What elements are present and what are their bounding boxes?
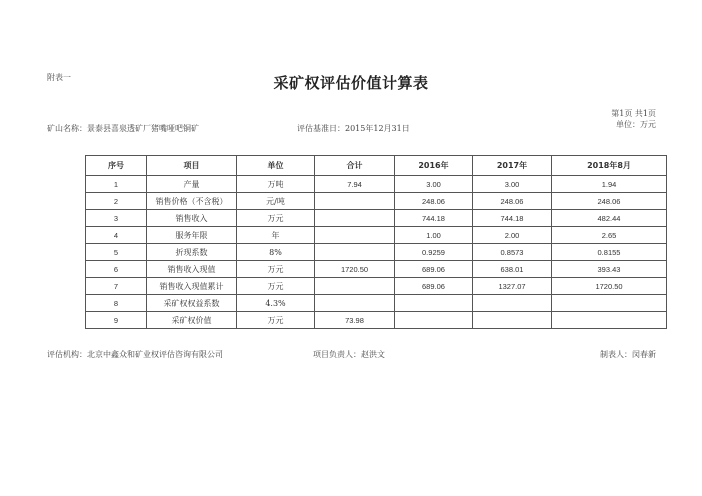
- cell-year-2018: 2.65: [552, 227, 667, 244]
- base-date: 评估基准日：2015年12月31日: [297, 124, 410, 133]
- column-header-unit: 单位: [237, 156, 315, 176]
- cell-unit: 万元: [237, 312, 315, 329]
- cell-unit: 万元: [237, 210, 315, 227]
- table-row: [86, 244, 667, 261]
- cell-total: [315, 210, 395, 227]
- cell-year-2016: [395, 295, 473, 312]
- table-row: [86, 210, 667, 227]
- column-header-index: 序号: [86, 156, 147, 176]
- cell-row-index: 4: [86, 227, 147, 244]
- cell-year-2016: 3.00: [395, 176, 473, 193]
- table-row: [86, 193, 667, 210]
- cell-row-index: 8: [86, 295, 147, 312]
- cell-unit: 4.3%: [237, 295, 315, 312]
- cell-unit: 年: [237, 227, 315, 244]
- cell-unit: 万元: [237, 261, 315, 278]
- cell-item-name: 采矿权价值: [147, 312, 237, 329]
- table-row: [86, 278, 667, 295]
- cell-item-name: 折现系数: [147, 244, 237, 261]
- cell-item-name: 销售价格（不含税）: [147, 193, 237, 210]
- cell-year-2017: [473, 312, 552, 329]
- table-row: [86, 176, 667, 193]
- cell-year-2016: 1.00: [395, 227, 473, 244]
- cell-year-2018: 1720.50: [552, 278, 667, 295]
- cell-year-2018: [552, 295, 667, 312]
- cell-year-2018: [552, 312, 667, 329]
- cell-year-2018: 248.06: [552, 193, 667, 210]
- cell-total: [315, 193, 395, 210]
- table-row: [86, 261, 667, 278]
- cell-total: [315, 244, 395, 261]
- cell-year-2017: 248.06: [473, 193, 552, 210]
- cell-row-index: 2: [86, 193, 147, 210]
- cell-year-2017: 1327.07: [473, 278, 552, 295]
- table-maker: 制表人：闵春新: [600, 350, 656, 359]
- cell-year-2018: 1.94: [552, 176, 667, 193]
- cell-year-2018: 393.43: [552, 261, 667, 278]
- page-info: 第1页 共1页: [611, 109, 656, 118]
- cell-year-2017: [473, 295, 552, 312]
- project-leader: 项目负责人：赵洪文: [313, 350, 385, 359]
- cell-row-index: 1: [86, 176, 147, 193]
- cell-year-2018: 482.44: [552, 210, 667, 227]
- cell-year-2018: 0.8155: [552, 244, 667, 261]
- cell-year-2017: 638.01: [473, 261, 552, 278]
- cell-row-index: 9: [86, 312, 147, 329]
- cell-total: 1720.50: [315, 261, 395, 278]
- table-header-row: [86, 156, 667, 176]
- cell-item-name: 产量: [147, 176, 237, 193]
- cell-item-name: 销售收入现值: [147, 261, 237, 278]
- cell-unit: 万元: [237, 278, 315, 295]
- cell-row-index: 7: [86, 278, 147, 295]
- column-header-2016: 2016年: [395, 156, 473, 176]
- cell-total: 7.94: [315, 176, 395, 193]
- cell-item-name: 销售收入现值累计: [147, 278, 237, 295]
- column-header-2017: 2017年: [473, 156, 552, 176]
- table-row: [86, 312, 667, 329]
- page-title: 采矿权评估价值计算表: [273, 74, 429, 92]
- cell-year-2017: 3.00: [473, 176, 552, 193]
- valuation-table: [85, 155, 667, 329]
- cell-year-2016: 744.18: [395, 210, 473, 227]
- column-header-2018: 2018年8月: [552, 156, 667, 176]
- cell-year-2017: 744.18: [473, 210, 552, 227]
- cell-item-name: 销售收入: [147, 210, 237, 227]
- cell-total: [315, 227, 395, 244]
- cell-item-name: 服务年限: [147, 227, 237, 244]
- cell-year-2016: 248.06: [395, 193, 473, 210]
- cell-year-2017: 2.00: [473, 227, 552, 244]
- cell-row-index: 5: [86, 244, 147, 261]
- cell-year-2017: 0.8573: [473, 244, 552, 261]
- cell-unit: 万吨: [237, 176, 315, 193]
- cell-total: 73.98: [315, 312, 395, 329]
- cell-item-name: 采矿权权益系数: [147, 295, 237, 312]
- cell-total: [315, 295, 395, 312]
- unit-label: 单位：万元: [616, 120, 656, 129]
- cell-unit: 8%: [237, 244, 315, 261]
- cell-year-2016: 689.06: [395, 278, 473, 295]
- table-row: [86, 295, 667, 312]
- cell-year-2016: 689.06: [395, 261, 473, 278]
- cell-row-index: 3: [86, 210, 147, 227]
- cell-year-2016: 0.9259: [395, 244, 473, 261]
- table-row: [86, 227, 667, 244]
- cell-total: [315, 278, 395, 295]
- column-header-total: 合计: [315, 156, 395, 176]
- mine-name: 矿山名称：景泰县喜泉透矿厂猪嘴哑吧铜矿: [47, 124, 199, 133]
- evaluator-agency: 评估机构：北京中鑫众和矿业权评估咨询有限公司: [47, 350, 223, 359]
- column-header-item: 项目: [147, 156, 237, 176]
- cell-year-2016: [395, 312, 473, 329]
- cell-unit: 元/吨: [237, 193, 315, 210]
- attachment-label: 附表一: [47, 73, 71, 82]
- cell-row-index: 6: [86, 261, 147, 278]
